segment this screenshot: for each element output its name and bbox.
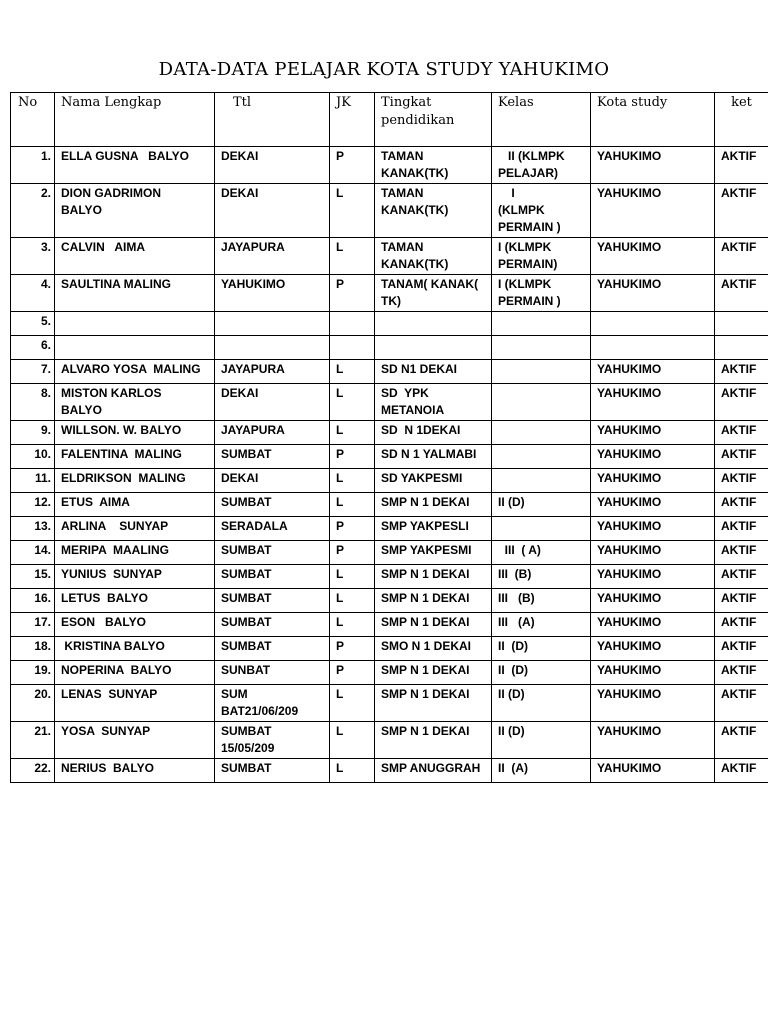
table-row bbox=[11, 661, 768, 685]
cell-ttl: SUMBAT bbox=[215, 565, 330, 589]
cell-ket: AKTIF bbox=[715, 384, 768, 421]
table-body bbox=[11, 147, 768, 783]
cell-nama: ARLINA SUNYAP bbox=[55, 517, 215, 541]
cell-no: 11. bbox=[11, 469, 55, 493]
header-kota: Kota study bbox=[591, 93, 715, 147]
cell-ket: AKTIF bbox=[715, 565, 768, 589]
cell-tingkat: TAMAN KANAK(TK) bbox=[375, 238, 492, 275]
cell-kelas: I (KLMPK PERMAIN ) bbox=[492, 275, 591, 312]
table-row bbox=[11, 685, 768, 722]
cell-ttl: DEKAI bbox=[215, 147, 330, 184]
cell-jk bbox=[330, 336, 375, 360]
cell-tingkat: SMP N 1 DEKAI bbox=[375, 661, 492, 685]
cell-jk: L bbox=[330, 184, 375, 238]
cell-ket: AKTIF bbox=[715, 184, 768, 238]
cell-jk: L bbox=[330, 759, 375, 783]
cell-no: 20. bbox=[11, 685, 55, 722]
cell-jk: P bbox=[330, 661, 375, 685]
cell-kelas bbox=[492, 384, 591, 421]
cell-kelas bbox=[492, 517, 591, 541]
cell-tingkat: SD YPK METANOIA bbox=[375, 384, 492, 421]
cell-jk: P bbox=[330, 147, 375, 184]
cell-kelas: III (A) bbox=[492, 613, 591, 637]
table-row bbox=[11, 336, 768, 360]
cell-nama: CALVIN AIMA bbox=[55, 238, 215, 275]
cell-kelas bbox=[492, 445, 591, 469]
cell-ket: AKTIF bbox=[715, 469, 768, 493]
cell-tingkat: SD N 1 YALMABI bbox=[375, 445, 492, 469]
cell-ttl: SUMBAT bbox=[215, 637, 330, 661]
cell-jk: L bbox=[330, 589, 375, 613]
cell-kota bbox=[591, 312, 715, 336]
cell-nama: ALVARO YOSA MALING bbox=[55, 360, 215, 384]
cell-nama: ETUS AIMA bbox=[55, 493, 215, 517]
table-row bbox=[11, 147, 768, 184]
cell-kelas: III (B) bbox=[492, 589, 591, 613]
table-row bbox=[11, 517, 768, 541]
cell-no: 9. bbox=[11, 421, 55, 445]
cell-tingkat: SMP N 1 DEKAI bbox=[375, 685, 492, 722]
cell-tingkat: TANAM( KANAK( TK) bbox=[375, 275, 492, 312]
cell-no: 3. bbox=[11, 238, 55, 275]
cell-kota: YAHUKIMO bbox=[591, 541, 715, 565]
cell-jk: P bbox=[330, 445, 375, 469]
cell-jk: L bbox=[330, 360, 375, 384]
cell-jk: L bbox=[330, 565, 375, 589]
cell-tingkat: SD YAKPESMI bbox=[375, 469, 492, 493]
cell-ket: AKTIF bbox=[715, 517, 768, 541]
cell-kota: YAHUKIMO bbox=[591, 759, 715, 783]
cell-tingkat: SMP ANUGGRAH bbox=[375, 759, 492, 783]
cell-ttl: DEKAI bbox=[215, 469, 330, 493]
cell-ket: AKTIF bbox=[715, 685, 768, 722]
table-row bbox=[11, 184, 768, 238]
cell-tingkat: SMP YAKPESLI bbox=[375, 517, 492, 541]
cell-nama bbox=[55, 312, 215, 336]
cell-ttl: SUMBAT 15/05/209 bbox=[215, 722, 330, 759]
cell-ttl: SUMBAT bbox=[215, 613, 330, 637]
cell-kelas: III ( A) bbox=[492, 541, 591, 565]
header-jk: JK bbox=[330, 93, 375, 147]
cell-nama: FALENTINA MALING bbox=[55, 445, 215, 469]
cell-nama: ESON BALYO bbox=[55, 613, 215, 637]
cell-nama: SAULTINA MALING bbox=[55, 275, 215, 312]
cell-kota: YAHUKIMO bbox=[591, 493, 715, 517]
cell-ttl: SUMBAT bbox=[215, 759, 330, 783]
header-nama: Nama Lengkap bbox=[55, 93, 215, 147]
cell-ket bbox=[715, 336, 768, 360]
cell-jk: L bbox=[330, 722, 375, 759]
cell-nama: MISTON KARLOS BALYO bbox=[55, 384, 215, 421]
cell-tingkat: SMP N 1 DEKAI bbox=[375, 493, 492, 517]
cell-kota: YAHUKIMO bbox=[591, 685, 715, 722]
cell-ket: AKTIF bbox=[715, 360, 768, 384]
cell-nama: YOSA SUNYAP bbox=[55, 722, 215, 759]
cell-kelas bbox=[492, 312, 591, 336]
cell-ttl: SUMBAT bbox=[215, 541, 330, 565]
cell-nama: NOPERINA BALYO bbox=[55, 661, 215, 685]
cell-no: 14. bbox=[11, 541, 55, 565]
cell-jk: L bbox=[330, 384, 375, 421]
cell-tingkat: SMP YAKPESMI bbox=[375, 541, 492, 565]
cell-kelas: I (KLMPK PERMAIN) bbox=[492, 238, 591, 275]
cell-tingkat: TAMAN KANAK(TK) bbox=[375, 147, 492, 184]
cell-jk: L bbox=[330, 238, 375, 275]
cell-ttl: JAYAPURA bbox=[215, 360, 330, 384]
table-row bbox=[11, 541, 768, 565]
cell-jk: L bbox=[330, 469, 375, 493]
cell-kota: YAHUKIMO bbox=[591, 360, 715, 384]
cell-nama: MERIPA MAALING bbox=[55, 541, 215, 565]
cell-ket: AKTIF bbox=[715, 147, 768, 184]
cell-tingkat: SMP N 1 DEKAI bbox=[375, 565, 492, 589]
cell-no: 1. bbox=[11, 147, 55, 184]
cell-ttl: SUM BAT21/06/209 bbox=[215, 685, 330, 722]
cell-jk: L bbox=[330, 685, 375, 722]
table-row bbox=[11, 312, 768, 336]
cell-kota: YAHUKIMO bbox=[591, 238, 715, 275]
cell-tingkat: SD N1 DEKAI bbox=[375, 360, 492, 384]
cell-ket: AKTIF bbox=[715, 661, 768, 685]
cell-no: 15. bbox=[11, 565, 55, 589]
cell-kelas: III (B) bbox=[492, 565, 591, 589]
cell-no: 18. bbox=[11, 637, 55, 661]
table-row bbox=[11, 493, 768, 517]
cell-kelas: II (KLMPK PELAJAR) bbox=[492, 147, 591, 184]
cell-kelas: II (D) bbox=[492, 685, 591, 722]
cell-kelas bbox=[492, 469, 591, 493]
cell-kota: YAHUKIMO bbox=[591, 384, 715, 421]
cell-kota: YAHUKIMO bbox=[591, 722, 715, 759]
cell-ttl: SUMBAT bbox=[215, 493, 330, 517]
cell-nama: WILLSON. W. BALYO bbox=[55, 421, 215, 445]
cell-kelas: II (A) bbox=[492, 759, 591, 783]
cell-kota: YAHUKIMO bbox=[591, 275, 715, 312]
cell-kelas: II (D) bbox=[492, 637, 591, 661]
table-row bbox=[11, 360, 768, 384]
cell-kelas: I (KLMPK PERMAIN ) bbox=[492, 184, 591, 238]
cell-kelas bbox=[492, 336, 591, 360]
table-row bbox=[11, 565, 768, 589]
cell-tingkat: SMP N 1 DEKAI bbox=[375, 613, 492, 637]
cell-ttl: SUMBAT bbox=[215, 445, 330, 469]
cell-tingkat bbox=[375, 312, 492, 336]
header-ttl: Ttl bbox=[215, 93, 330, 147]
cell-ttl: YAHUKIMO bbox=[215, 275, 330, 312]
cell-nama: ELDRIKSON MALING bbox=[55, 469, 215, 493]
cell-ket: AKTIF bbox=[715, 589, 768, 613]
cell-ket: AKTIF bbox=[715, 541, 768, 565]
cell-kota: YAHUKIMO bbox=[591, 445, 715, 469]
header-tingkat: Tingkat pendidikan bbox=[375, 93, 492, 147]
cell-ttl: SUNBAT bbox=[215, 661, 330, 685]
cell-nama: DION GADRIMON BALYO bbox=[55, 184, 215, 238]
table-row bbox=[11, 722, 768, 759]
cell-ket: AKTIF bbox=[715, 238, 768, 275]
cell-nama: LENAS SUNYAP bbox=[55, 685, 215, 722]
table-row bbox=[11, 445, 768, 469]
cell-tingkat: SMO N 1 DEKAI bbox=[375, 637, 492, 661]
cell-ket: AKTIF bbox=[715, 759, 768, 783]
cell-tingkat bbox=[375, 336, 492, 360]
cell-nama: ELLA GUSNA BALYO bbox=[55, 147, 215, 184]
cell-kota: YAHUKIMO bbox=[591, 661, 715, 685]
cell-ttl: DEKAI bbox=[215, 384, 330, 421]
document-title: DATA-DATA PELAJAR KOTA STUDY YAHUKIMO bbox=[158, 59, 610, 81]
cell-kelas: II (D) bbox=[492, 722, 591, 759]
table-row bbox=[11, 637, 768, 661]
cell-ket: AKTIF bbox=[715, 637, 768, 661]
cell-jk: L bbox=[330, 421, 375, 445]
cell-no: 5. bbox=[11, 312, 55, 336]
cell-ket: AKTIF bbox=[715, 722, 768, 759]
cell-jk: P bbox=[330, 541, 375, 565]
table-row bbox=[11, 613, 768, 637]
header-ket: ket bbox=[715, 93, 768, 147]
table-row bbox=[11, 384, 768, 421]
cell-no: 6. bbox=[11, 336, 55, 360]
cell-ttl bbox=[215, 336, 330, 360]
cell-kota: YAHUKIMO bbox=[591, 565, 715, 589]
cell-ket: AKTIF bbox=[715, 613, 768, 637]
cell-ttl bbox=[215, 312, 330, 336]
cell-kota: YAHUKIMO bbox=[591, 517, 715, 541]
cell-ttl: SUMBAT bbox=[215, 589, 330, 613]
cell-kota bbox=[591, 336, 715, 360]
cell-no: 2. bbox=[11, 184, 55, 238]
header-kelas: Kelas bbox=[492, 93, 591, 147]
cell-kota: YAHUKIMO bbox=[591, 184, 715, 238]
table-row bbox=[11, 421, 768, 445]
cell-kelas: II (D) bbox=[492, 493, 591, 517]
cell-ket bbox=[715, 312, 768, 336]
cell-no: 13. bbox=[11, 517, 55, 541]
cell-jk: L bbox=[330, 493, 375, 517]
cell-no: 17. bbox=[11, 613, 55, 637]
cell-no: 16. bbox=[11, 589, 55, 613]
cell-ttl: SERADALA bbox=[215, 517, 330, 541]
cell-tingkat: SMP N 1 DEKAI bbox=[375, 589, 492, 613]
cell-no: 21. bbox=[11, 722, 55, 759]
cell-nama bbox=[55, 336, 215, 360]
cell-kelas bbox=[492, 360, 591, 384]
student-table bbox=[10, 92, 768, 783]
cell-kota: YAHUKIMO bbox=[591, 637, 715, 661]
cell-no: 19. bbox=[11, 661, 55, 685]
cell-kelas bbox=[492, 421, 591, 445]
cell-no: 7. bbox=[11, 360, 55, 384]
cell-no: 22. bbox=[11, 759, 55, 783]
cell-no: 10. bbox=[11, 445, 55, 469]
cell-nama: LETUS BALYO bbox=[55, 589, 215, 613]
cell-no: 12. bbox=[11, 493, 55, 517]
table-row bbox=[11, 238, 768, 275]
cell-jk: P bbox=[330, 275, 375, 312]
cell-kota: YAHUKIMO bbox=[591, 147, 715, 184]
cell-no: 4. bbox=[11, 275, 55, 312]
cell-ttl: DEKAI bbox=[215, 184, 330, 238]
cell-kota: YAHUKIMO bbox=[591, 469, 715, 493]
cell-nama: KRISTINA BALYO bbox=[55, 637, 215, 661]
header-no: No bbox=[11, 93, 55, 147]
table-header-row bbox=[11, 93, 768, 147]
cell-ttl: JAYAPURA bbox=[215, 421, 330, 445]
cell-kelas: II (D) bbox=[492, 661, 591, 685]
cell-jk: P bbox=[330, 517, 375, 541]
cell-kota: YAHUKIMO bbox=[591, 613, 715, 637]
cell-tingkat: SMP N 1 DEKAI bbox=[375, 722, 492, 759]
table-row bbox=[11, 759, 768, 783]
cell-jk: L bbox=[330, 613, 375, 637]
cell-ket: AKTIF bbox=[715, 493, 768, 517]
cell-kota: YAHUKIMO bbox=[591, 421, 715, 445]
cell-ket: AKTIF bbox=[715, 275, 768, 312]
cell-ttl: JAYAPURA bbox=[215, 238, 330, 275]
cell-kota: YAHUKIMO bbox=[591, 589, 715, 613]
table-row bbox=[11, 275, 768, 312]
cell-ket: AKTIF bbox=[715, 421, 768, 445]
table-row bbox=[11, 469, 768, 493]
cell-tingkat: TAMAN KANAK(TK) bbox=[375, 184, 492, 238]
cell-tingkat: SD N 1DEKAI bbox=[375, 421, 492, 445]
cell-no: 8. bbox=[11, 384, 55, 421]
cell-nama: NERIUS BALYO bbox=[55, 759, 215, 783]
cell-jk: P bbox=[330, 637, 375, 661]
cell-ket: AKTIF bbox=[715, 445, 768, 469]
cell-jk bbox=[330, 312, 375, 336]
table-row bbox=[11, 589, 768, 613]
cell-nama: YUNIUS SUNYAP bbox=[55, 565, 215, 589]
